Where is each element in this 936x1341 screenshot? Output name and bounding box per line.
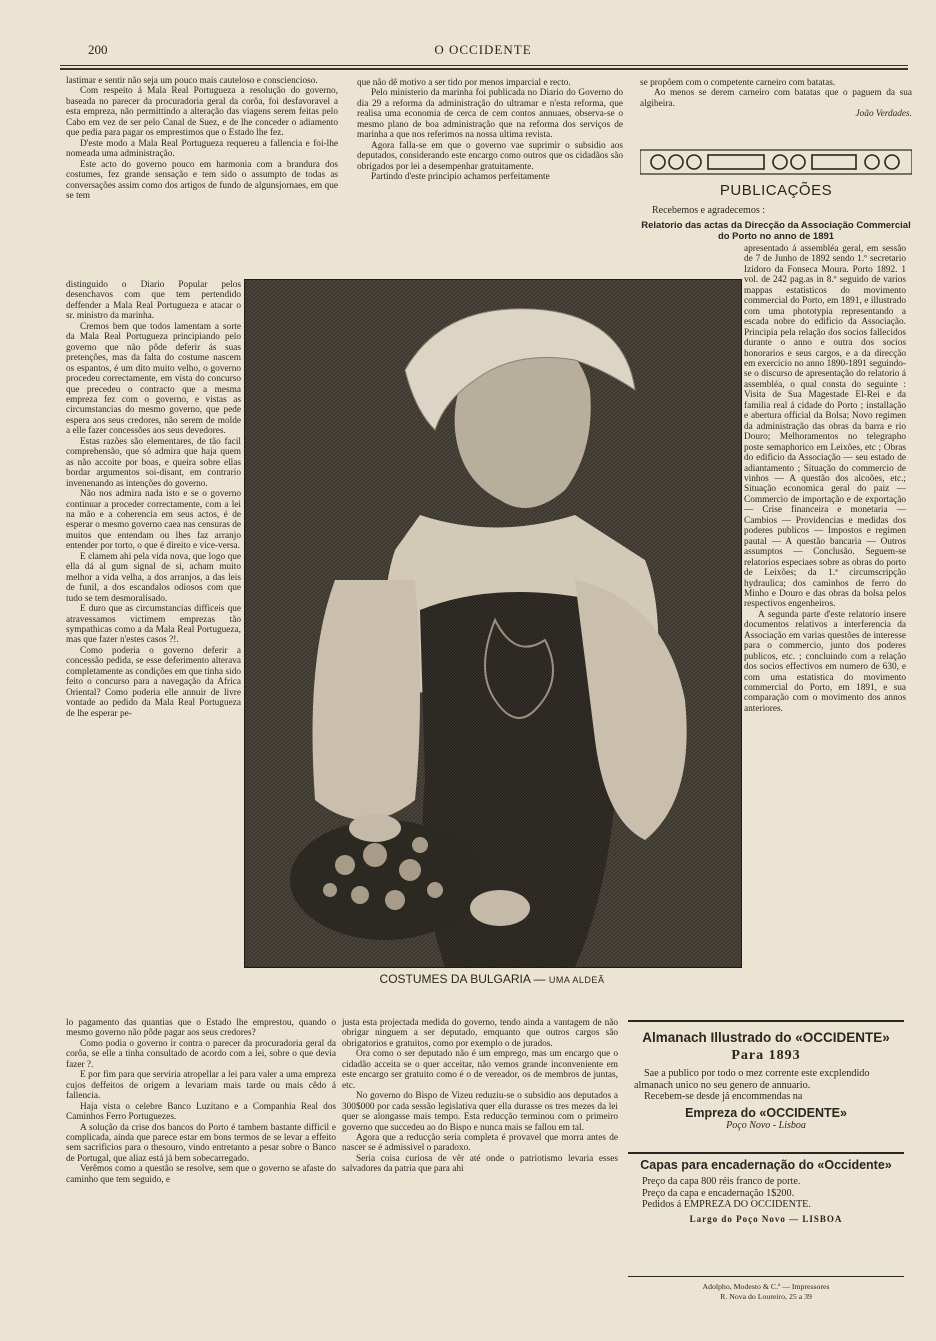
paragraph: Ora como o ser deputado não é um emprego, mas um encargo que o cidadão acceita se o quer acceitar, não vemos grande inconveniente em este encargo ser gratuito como é o de vereador, os de membros de juntas, etc. [342,1049,618,1091]
printer-line: Adolpho, Modesto & C.ª — Impressores [702,1282,830,1291]
capas-title: Capas para encadernação do «Occidente» [640,1158,892,1172]
almanach-text-2: Recebem-se desde já encommendas na [644,1091,803,1102]
paragraph: E duro que as circumstancias difficeis que atravessamos victimem emprezas tão sympathicas como a da Mala Real Portugueza, mas que fazer n'estes casos ?!. [66,604,241,646]
paragraph: apresentado á assembléa geral, em sessão de 7 de Junho de 1892 sendo 1.º secretario Izidoro da Fonseca Moura. Porto 1892. 1 vol. de 242 pag.as in 8.º seguido de varios mappas estatisticos do movimento commercial do Porto, em 1891, e illustrado com uma phototypia representando a escada nobre do edificio da Associação. Principia pela relação dos socios fallecidos durante o anno e outra dos socios honorarios e seus cargos, e a da direcção em exercicio no anno 1890-1891 seguindo-se o discurso de apresentação do relatorio á assembléa, o qual consta do seguinte : Visita de Sua Magestade El-Rei e da familia real á cidade do Porto ; installação e abertura official da Bolsa; Novo regimen da administração das obras da barra e rio Douro; Melhoramentos no telegrapho poste semaphorico em Leixões, etc ; Obras do edificio da Associação — seu estado de adiantamento ; Situação do commercio de vinhos — A questão dos alcoões, etc.; Situação economica geral do paiz — Commercio de importação e de exportação — Crise financeira e monetaria — Cambios — Providencias e medidas dos poderes publicos — Impostos e regimen pautal — A questão bancaria — Outros assumptos — Conclusão. Seguem-se relatorios especiaes sobre as obras do porto de Leixões; da 1.ª circumscripção hydraulica; dos caminhos de ferro do Minho e Douro e das obras da bolsa pelos respectivos engenheiros. [744,244,906,610]
paragraph: Seria coisa curiosa de vêr até onde o patriotismo levaria esses salvadores da patria que para ahi [342,1153,618,1175]
paragraph: lastimar e sentir não seja um pouco mais cauteloso e consciencioso. [66,76,318,86]
caption-dash: — [533,972,546,986]
caption-sub: UMA ALDEÃ [548,975,605,985]
ad-almanach [628,1030,904,1131]
almanach-title: Almanach Illustrado do «OCCIDENTE» [642,1030,890,1045]
ad-divider [628,1152,904,1154]
column-2-top [357,78,623,183]
caption-main: COSTUMES DA BULGARIA [379,972,531,986]
capas-line: Pedidos á EMPREZA DO OCCIDENTE. [642,1199,811,1210]
paragraph: distinguido o Diario Popular pelos desenchavos com que tem pertendido deffender a Mala Real Portugueza e atacar o sr. ministro da marinha. [66,280,241,322]
ad-capas [628,1158,904,1224]
page-title: O OCCIDENTE [434,42,532,57]
paragraph: Como podia o governo ir contra o parecer da procuradoria geral da corôa, se elle a tinha consultado de acordo com a lei, sobre o que devia fazer ?. [66,1038,336,1070]
column-2-bottom [342,1018,618,1175]
paragraph: Haja vista o celebre Banco Luzitano e a Companhia Real dos Caminhos Ferro Portuguezes. [66,1101,336,1123]
almanach-address: Poço Novo - Lisboa [726,1119,806,1131]
paragraph: Estas razões são elementares, de tão facil comprehensão, que só admira que haja quem as não accoite por boas, e queira sobre ellas bordar argumentos soi-disant, em contrario invenenando as intenções do governo. [66,436,241,489]
paragraph: se propõem com o competente carneiro com batatas. [640,78,836,88]
almanach-company: Empreza do «OCCIDENTE» [685,1105,847,1120]
capas-address: Largo do Poço Novo — LISBOA [689,1213,843,1224]
engraving-bulgarian-villager [244,279,742,968]
printer-address: R. Nova do Loureiro, 25 a 39 [720,1292,812,1301]
paragraph: Partindo d'este principio achamos perfeitamente [371,172,550,183]
paragraph: justa esta projectada medida do governo, tendo ainda a vantagem de não obrigar ninguem a ser deputado, emquanto que outros cargos são obrigatorios e gratuitos, como por exemplo o de jurados. [342,1018,618,1049]
paragraph: Com respeito á Mala Real Portugueza a resolução do governo, baseada no parecer da procuradoria geral da corôa, foi desfavoravel a esta empreza, não permittindo a alteração das viagens serem feitas pelo Cabo em vez de ser pelo Canal de Suez, e de lhe conceder o adiamento que pedia para pagar os emprestimos que o Estado lhe fez. [66,86,338,139]
printer-credit [628,1282,904,1302]
column-1-narrow [66,280,241,719]
paragraph: Pelo ministerio da marinha foi publicada no Diario do Governo do dia 29 a reforma da administração do ultramar e n'esta reforma, que realisa uma economia de cerca de cem contos annuaes, observa-se o mesmo plano de boa administração que na reforma dos serviços de marinha a que nos referimos na nossa ultima revista. [357,88,623,141]
paragraph: A segunda parte d'este relatorio insere documentos relativos a interferencia da Associação em varias questões de interesse para o commercio, junto dos poderes publicos, etc. ; concluindo com a relação dos socios effectivos em numero de 630, e com uma estatistica do movimento commercial do Porto, em 1891, e sua comparação com o movimento dos annos anteriores. [744,609,906,714]
page-header [60,40,906,62]
publicacoes-book-title: Relatorio das actas da Direcção da Associação Commercial do Porto no anno de 1891 [641,220,911,242]
publicacoes-title: PUBLICAÇÕES [719,182,833,199]
paragraph: D'este modo a Mala Real Portugueza requereu a fallencia e foi-lhe nomeada uma administração. [66,138,338,160]
paragraph: que não dê motivo a ser tido por menos imparcial e recto. [357,78,571,88]
paragraph: E por fim para que serviria atropellar a lei para valer a uma empreza cujos deffeitos de origem a levariam mais tarde ou mais cêdo á fallencia. [66,1070,336,1102]
publicacoes-body [744,244,906,714]
paragraph: Como poderia o governo deferir a concessão pedida, se esse deferimento alterava completamente as condições em que tinha sido feito o concurso para a navegação da Africa Oriental? Como poderia elle annuir de livre vontade ao pedido da Mala Real Portugueza de lhe esperar pe- [66,645,241,719]
signature: João Verdades. [855,109,912,120]
ornament-divider [640,148,912,176]
paragraph: Agora falla-se em que o governo vae suprimir o subsidio aos deputados, considerando este encargo como outros que os cidadãos são obrigados por lei a desempenhar gratuitamente. [357,140,623,172]
paragraph: lo pagamento das quantias que o Estado lhe emprestou, quando o mesmo governo não pôde pagar aos seus credores? [66,1018,336,1039]
column-1-bottom [66,1018,336,1185]
ad-divider [628,1276,904,1277]
paragraph: No governo do Bispo de Vizeu reduziu-se o subsidio aos deputados a 300$000 por cada sessão legislativa quer ella durasse os tres mezes da lei quer se alongasse mais tempo. Esta reducção terminou com o primeiro governo que succedeu ao do Bispo e nunca mais se fallou em tal. [342,1091,618,1133]
header-rule [60,65,908,66]
paragraph: Agora que a reducção seria completa é provavel que morra antes de nascer se é admissivel o paradoxo. [342,1132,618,1154]
capas-line: Preço da capa e encadernação 1$200. [642,1187,795,1199]
portrait-illustration [245,280,741,967]
paragraph: Ao menos se derem carneiro com batatas que o paguem da sua algibeira. [640,88,912,109]
page-number: 200 [88,42,108,57]
paragraph: E clamem ahi pela vida nova, que logo que ella dá al gum signal de si, acham muito melhor a vida velha, a dos arranjos, a das leis de funil, a dos escandalos odiosos com que tudo se tem desmoralisado. [66,551,241,604]
paragraph: Cremos bem que todos lamentam a sorte da Mala Real Portugueza principiando pelo governo que não pôde deferir ás suas pretenções, mas da falta do costume nascem os espantos, é um dito muito velho, o governo procedeu correctamente, em vista do concurso que precedeu o contracto que a mesma empreza fez com o governo, e vistas as circumstancias do mesmo governo, que pede espera aos seus credores, não serem de molde a elle fazer concessões aos seus devedores. [66,321,241,437]
paragraph: Verêmos como a questão se resolve, sem que o governo se afaste do caminho que tem seguido, e [66,1164,336,1185]
ad-divider [628,1020,904,1022]
almanach-year: Para 1893 [731,1048,801,1063]
figure-caption [244,972,740,986]
paragraph: A solução da crise dos bancos do Porto é tambem bastante difficil e complicada, ainda que parece estar em bons termos de se levar a effeito sem sacrificios para o thesouro, vindo entretanto a pesar sobre o Banco de Portugal, que aliaz está já bem sobecarregado. [66,1122,336,1164]
capas-line: Preço da capa 800 réis franco de porte. [642,1176,801,1187]
paragraph: Este acto do governo pouco em harmonia com a brandura dos costumes, fez grande sensação e tem sido o assumpto de todas as conversações assim como dos artigos de fundo de algunsjornaes, em que se tem [66,159,338,201]
header-rule-thick [60,68,908,70]
publicacoes-intro: Recebemos e agradecemos : [652,205,766,216]
paragraph: Não nos admira nada isto e se o governo continuar a proceder correctamente, com a lei na mão e a coherencia em seus actos, é de esperar o mesmo governo caea nas censuras de muitos que entendam ou lhes faz arranjo entender por torto, o que é direito e vice-versa. [66,489,241,552]
column-3-top [640,78,912,120]
column-1-top [66,76,338,201]
almanach-text: Sae a publico por todo o mez corrente este excplendido almanach unico no seu genero de annuario. [634,1068,870,1091]
